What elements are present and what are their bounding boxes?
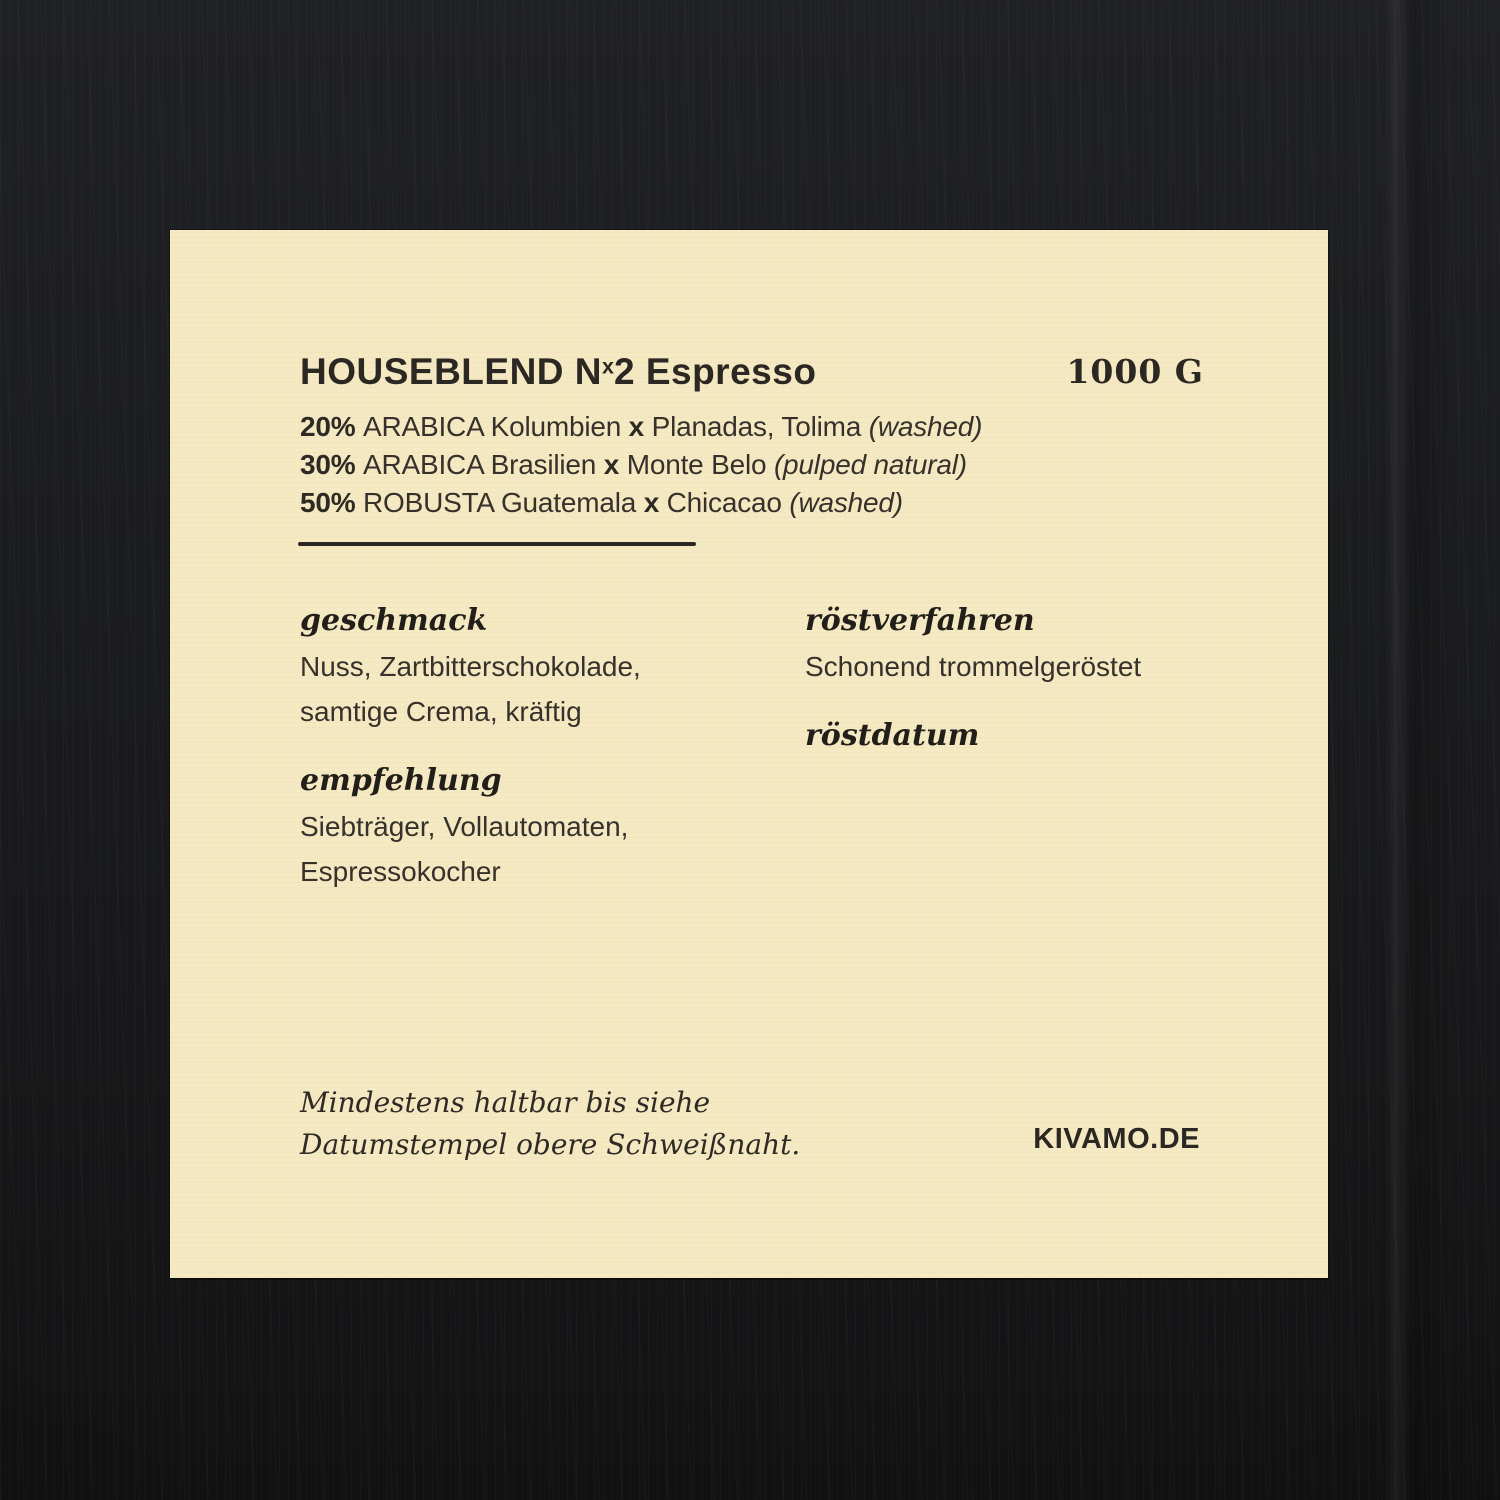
best-before-note <box>300 1082 800 1166</box>
blend-process: (washed) <box>789 487 903 518</box>
best-before-line: Datumstempel obere Schweißnaht. <box>300 1128 801 1161</box>
net-weight: 1000 G <box>1066 352 1204 391</box>
blend-farm: Monte Belo <box>626 449 774 480</box>
blend-process: (pulped natural) <box>773 449 967 480</box>
blend-origin: ARABICA Kolumbien <box>363 411 629 442</box>
product-title-suffix: 2 Espresso <box>613 351 817 392</box>
section-roestverfahren <box>805 604 1141 689</box>
section-text: Espressokocher <box>300 856 501 887</box>
best-before-line: Mindestens haltbar bis siehe <box>300 1086 711 1119</box>
blend-farm: Chicacao <box>666 487 790 518</box>
section-heading: geschmack <box>300 603 488 638</box>
section-heading: empfehlung <box>300 763 502 798</box>
section-text: Schonend trommelgeröstet <box>805 651 1142 682</box>
section-text: Nuss, Zartbitterschokolade, <box>300 651 641 682</box>
section-heading: röstverfahren <box>805 603 1035 638</box>
blend-line <box>300 446 982 484</box>
product-label <box>170 230 1328 1278</box>
blend-percentage: 50% <box>300 487 364 518</box>
blend-composition-list <box>300 408 982 522</box>
blend-percentage: 30% <box>300 449 364 480</box>
blend-cross: x <box>643 487 667 518</box>
blend-cross: x <box>628 411 652 442</box>
blend-cross: x <box>603 449 627 480</box>
brand-url: KIVAMO.DE <box>1033 1123 1200 1155</box>
blend-farm: Planadas, Tolima <box>651 411 869 442</box>
section-heading: röstdatum <box>805 718 980 753</box>
product-title <box>300 352 816 393</box>
right-column <box>805 604 1141 759</box>
blend-origin: ROBUSTA Guatemala <box>363 487 644 518</box>
section-text: samtige Crema, kräftig <box>300 696 582 727</box>
blend-line <box>300 484 982 522</box>
blend-percentage: 20% <box>300 411 364 442</box>
blend-origin: ARABICA Brasilien <box>363 449 604 480</box>
section-empfehlung <box>300 764 641 894</box>
product-title-prefix: HOUSEBLEND N <box>300 351 603 392</box>
label-header <box>300 352 1204 393</box>
section-roestdatum <box>805 719 1141 753</box>
left-column <box>300 604 641 894</box>
blend-process: (washed) <box>868 411 983 442</box>
section-text: Siebträger, Vollautomaten, <box>300 811 629 842</box>
horizontal-divider <box>298 542 696 546</box>
product-title-superscript: x <box>602 354 614 379</box>
section-geschmack <box>300 604 641 734</box>
blend-line <box>300 408 982 446</box>
